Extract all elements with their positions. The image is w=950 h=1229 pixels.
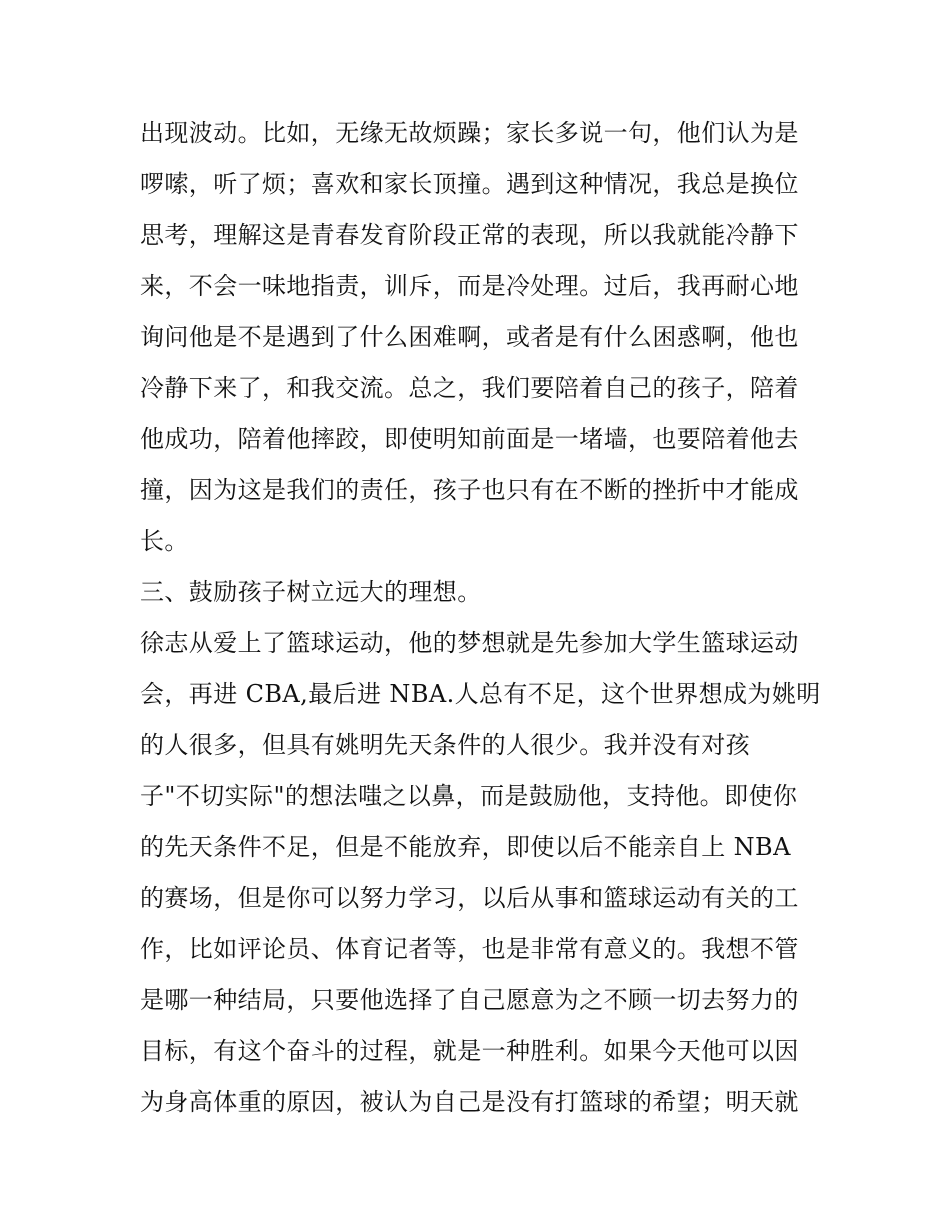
text-line: 他成功，陪着他摔跤，即使明知前面是一堵墙，也要陪着他去 <box>140 425 799 453</box>
text-line: 撞，因为这是我们的责任，孩子也只有在不断的挫折中才能成 <box>140 476 799 504</box>
text-line: 出现波动。比如，无缘无故烦躁；家长多说一句，他们认为是 <box>140 119 799 147</box>
text-line: 目标，有这个奋斗的过程，就是一种胜利。如果今天他可以因 <box>140 1037 799 1065</box>
text-line: 为身高体重的原因，被认为自己是没有打篮球的希望；明天就 <box>140 1088 799 1116</box>
document-text-body <box>140 108 820 1128</box>
text-line: 的先天条件不足，但是不能放弃，即使以后不能亲自上 NBA <box>140 833 791 861</box>
text-line: 作，比如评论员、体育记者等，也是非常有意义的。我想不管 <box>140 935 799 963</box>
text-line: 子"不切实际"的想法嗤之以鼻，而是鼓励他，支持他。即使你 <box>140 782 798 810</box>
text-line: 是哪一种结局，只要他选择了自己愿意为之不顾一切去努力的 <box>140 986 799 1014</box>
text-line: 冷静下来了，和我交流。总之，我们要陪着自己的孩子，陪着 <box>140 374 799 402</box>
text-line: 询问他是不是遇到了什么困难啊，或者是有什么困惑啊，他也 <box>140 323 799 351</box>
text-line: 会，再进 CBA,最后进 NBA.人总有不足，这个世界想成为姚明 <box>140 680 821 708</box>
text-line: 的人很多，但具有姚明先天条件的人很少。我并没有对孩 <box>140 731 750 759</box>
text-line: 啰嗦，听了烦；喜欢和家长顶撞。遇到这种情况，我总是换位 <box>140 170 799 198</box>
text-line: 的赛场，但是你可以努力学习，以后从事和篮球运动有关的工 <box>140 884 799 912</box>
text-line: 徐志从爱上了篮球运动，他的梦想就是先参加大学生篮球运动 <box>140 629 799 657</box>
text-line: 长。 <box>140 527 189 555</box>
text-line: 来，不会一味地指责，训斥，而是冷处理。过后，我再耐心地 <box>140 272 799 300</box>
section-heading: 三、鼓励孩子树立远大的理想。 <box>140 578 482 606</box>
text-line: 思考，理解这是青春发育阶段正常的表现，所以我就能冷静下 <box>140 221 799 249</box>
